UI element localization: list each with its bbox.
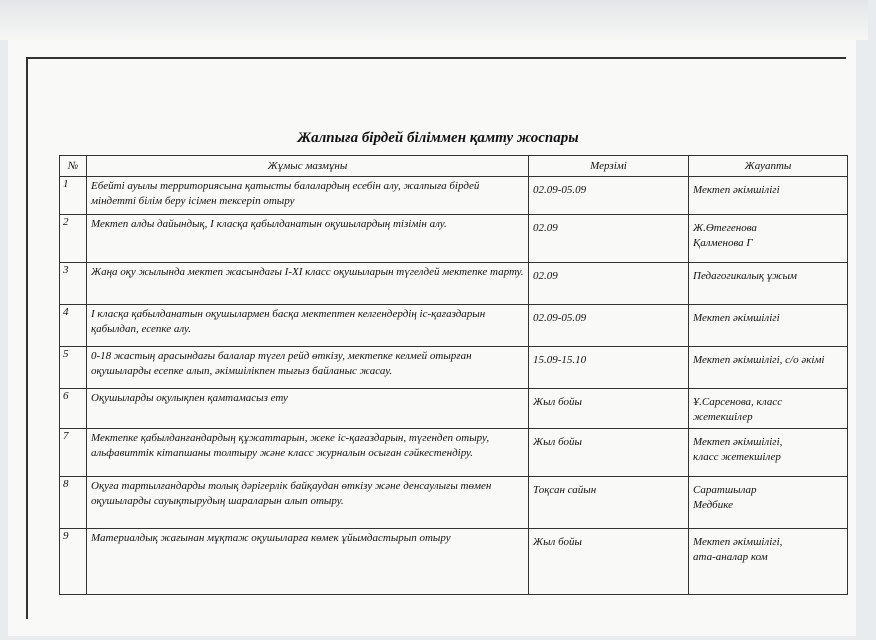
row-task: Мектеп алды дайындық, І класқа қабылданатын оқушылардың тізімін алу. xyxy=(87,215,529,263)
row-task: І класқа қабылданатын оқушылармен басқа мектептен келгендердің іс-қағаздарын қабылдап, есепке алу. xyxy=(87,305,529,347)
row-responsible: Ұ.Сарсенова, класс жетекшілер xyxy=(689,389,848,429)
table-row xyxy=(60,389,848,429)
row-number: 6 xyxy=(60,389,87,429)
row-number: 4 xyxy=(60,305,87,347)
row-date: Тоқсан сайын xyxy=(529,477,689,529)
row-responsible: Ж.Өтегенова Қалменова Г xyxy=(689,215,848,263)
header-date: Мерзімі xyxy=(529,156,689,177)
table-row xyxy=(60,529,848,595)
row-responsible: Мектеп әкімшілігі xyxy=(689,305,848,347)
row-date: 02.09-05.09 xyxy=(529,305,689,347)
table-row xyxy=(60,477,848,529)
header-task: Жұмыс мазмұны xyxy=(87,156,529,177)
row-responsible: Мектеп әкімшілігі, ата-аналар ком xyxy=(689,529,848,595)
table-header-row xyxy=(60,156,848,177)
row-responsible: Саратшылар Медбике xyxy=(689,477,848,529)
table-row xyxy=(60,347,848,389)
row-task: Жаңа оқу жылында мектеп жасындағы І-ХІ класс оқушыларын түгелдей мектепке тарту. xyxy=(87,263,529,305)
row-date: 15.09-15.10 xyxy=(529,347,689,389)
document-title: Жалпыға бірдей біліммен қамту жоспары xyxy=(297,130,579,146)
row-responsible: Мектеп әкімшілігі, с/о әкімі xyxy=(689,347,848,389)
header-responsible: Жауапты xyxy=(689,156,848,177)
row-number: 5 xyxy=(60,347,87,389)
plan-table xyxy=(59,155,848,595)
row-responsible: Мектеп әкімшілігі xyxy=(689,177,848,215)
row-date: Жыл бойы xyxy=(529,429,689,477)
row-responsible: Педагогикалық ұжым xyxy=(689,263,848,305)
header-num: № xyxy=(60,156,87,177)
row-number: 3 xyxy=(60,263,87,305)
table-row xyxy=(60,215,848,263)
row-task: Материалдық жағынан мұқтаж оқушыларға көмек ұйымдастырып отыру xyxy=(87,529,529,595)
row-task: Мектепке қабылданғандардың құжаттарын, жеке іс-қағаздарын, түгендеп отыру, альфавиттік кітапшаны толтыру және класс журналын осыған сәйкестендіру. xyxy=(87,429,529,477)
table-row xyxy=(60,177,848,215)
row-date: 02.09 xyxy=(529,215,689,263)
row-task: 0-18 жастың арасындағы балалар түгел рейд өткізу, мектепке келмей отырған оқушыларды есепке алып, әкімшілікпен тығыз байланыс жасау. xyxy=(87,347,529,389)
table-row xyxy=(60,263,848,305)
row-responsible: Мектеп әкімшілігі, класс жетекшілер xyxy=(689,429,848,477)
table-row xyxy=(60,429,848,477)
row-task: Ебейті ауылы территориясына қатысты балалардың есебін алу, жалпыға бірдей міндетті білім беру ісімен тексеріп отыру xyxy=(87,177,529,215)
row-date: 02.09-05.09 xyxy=(529,177,689,215)
row-number: 7 xyxy=(60,429,87,477)
row-date: Жыл бойы xyxy=(529,529,689,595)
row-number: 9 xyxy=(60,529,87,595)
table-row xyxy=(60,305,848,347)
row-number: 8 xyxy=(60,477,87,529)
row-task: Оқуға тартылғандарды толық дәрігерлік байқаудан өткізу және денсаулығы төмен оқушыларды сауықтырудың шараларын алып отыру. xyxy=(87,477,529,529)
row-date: 02.09 xyxy=(529,263,689,305)
row-date: Жыл бойы xyxy=(529,389,689,429)
row-number: 1 xyxy=(60,177,87,215)
row-task: Оқушыларды оқулықпен қамтамасыз ету xyxy=(87,389,529,429)
row-number: 2 xyxy=(60,215,87,263)
